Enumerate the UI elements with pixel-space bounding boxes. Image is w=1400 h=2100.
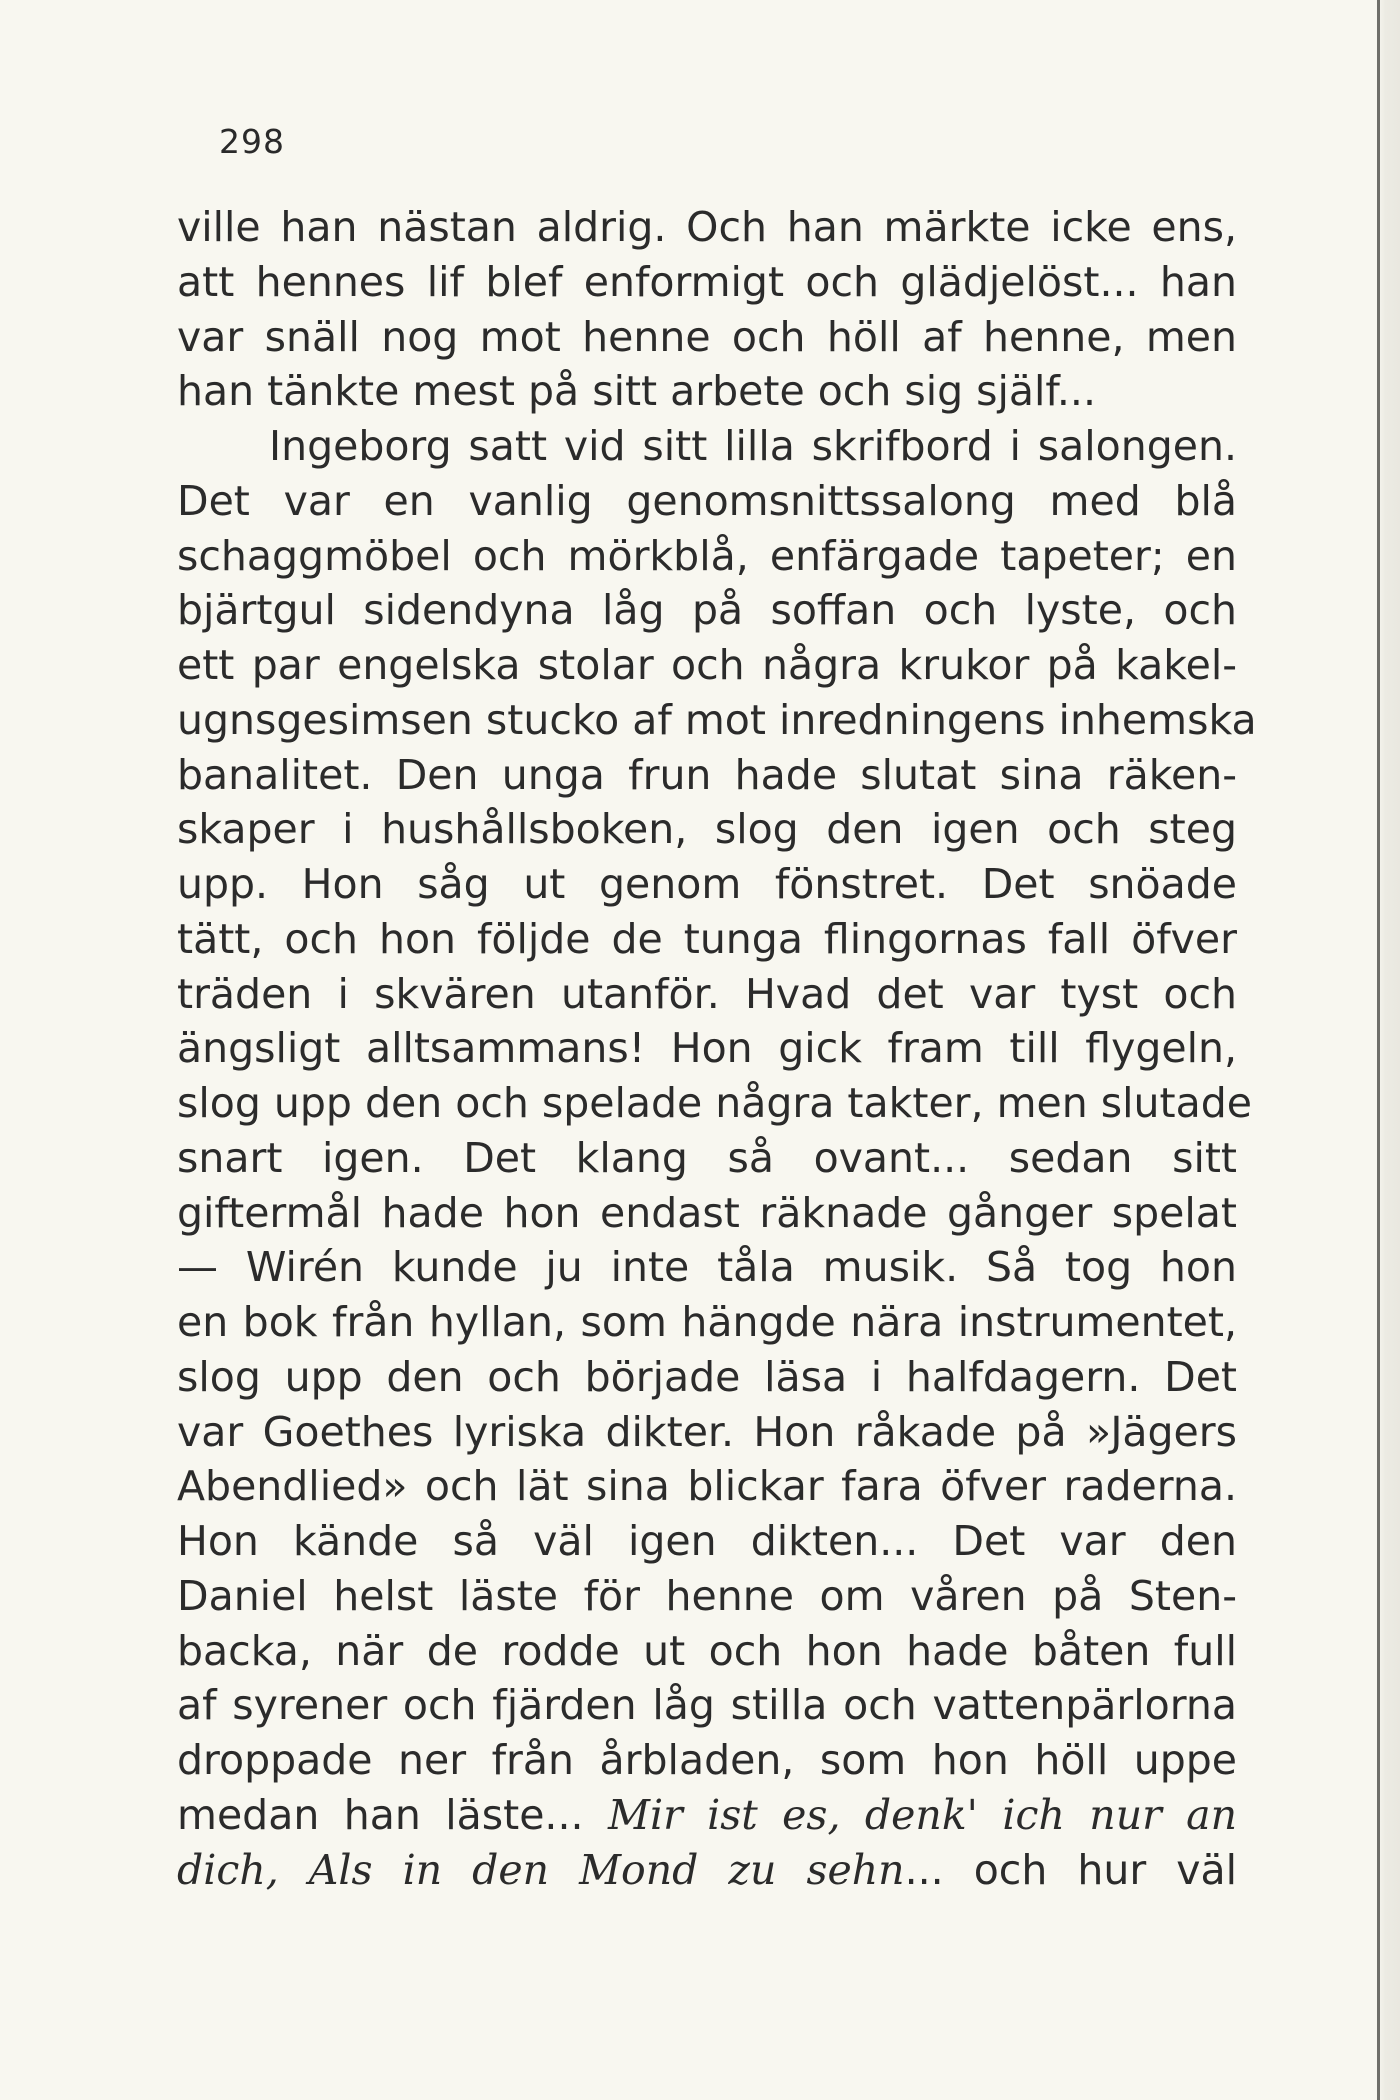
text-line: ville han nästan aldrig. Och han märkte icke ens, <box>177 203 1237 251</box>
text-line: var snäll nog mot henne och höll af henne, men <box>177 312 1237 361</box>
italic-quote: Mir ist es, denk' ich nur an <box>607 1790 1237 1839</box>
page-edge-line <box>1377 0 1380 2100</box>
text-line: banalitet. Den unga frun hade slutat sina räken- <box>177 750 1237 799</box>
text-line-mixed <box>177 1788 1237 1843</box>
text-line: var Goethes lyriska dikter. Hon råkade på »Jägers <box>177 1407 1237 1456</box>
text-line: ängsligt alltsammans! Hon gick fram till flygeln, <box>177 1024 1237 1073</box>
text-line: backa, när de rodde ut och hon hade båten full <box>177 1626 1237 1675</box>
text-line: att hennes lif blef enformigt och glädjelöst... han <box>177 257 1237 306</box>
text-span: ... och hur väl <box>904 1845 1238 1894</box>
text-line: bjärtgul sidendyna låg på soffan och lyste, och <box>177 586 1237 635</box>
text-line: en bok från hyllan, som hängde nära instrumentet, <box>177 1298 1237 1346</box>
text-span: medan han läste... <box>177 1790 584 1839</box>
text-line: af syrener och fjärden låg stilla och vattenpärlorna <box>177 1681 1237 1730</box>
text-line: schaggmöbel och mörkblå, enfärgade tapeter; en <box>177 531 1237 580</box>
text-line: han tänkte mest på sitt arbete och sig själf... <box>177 367 1096 416</box>
text-line: snart igen. Det klang så ovant... sedan sitt <box>177 1133 1237 1182</box>
text-line: skaper i hushållsboken, slog den igen och steg <box>177 805 1237 854</box>
text-line: träden i skvären utanför. Hvad det var tyst och <box>177 969 1237 1018</box>
text-line: droppade ner från årbladen, som hon höll uppe <box>177 1736 1237 1784</box>
text-line: slog upp den och spelade några takter, men slutade <box>177 1079 1252 1127</box>
text-line: Det var en vanlig genomsnittssalong med blå <box>177 476 1237 525</box>
page-number: 298 <box>219 122 285 161</box>
italic-quote: dich, Als in den Mond zu sehn <box>177 1845 905 1894</box>
text-line: Hon kände så väl igen dikten... Det var den <box>177 1517 1237 1565</box>
text-line-mixed <box>177 1843 1237 1898</box>
text-line: ett par engelska stolar och några krukor på kakel- <box>177 641 1237 689</box>
body-text <box>177 200 1257 1897</box>
text-line: — Wirén kunde ju inte tåla musik. Så tog hon <box>177 1243 1237 1292</box>
text-line: Daniel helst läste för henne om våren på Sten- <box>177 1571 1237 1620</box>
text-line: Abendlied» och lät sina blickar fara öfver raderna. <box>177 1462 1237 1511</box>
text-line: Ingeborg satt vid sitt lilla skrifbord i salongen. <box>269 422 1237 470</box>
text-line: tätt, och hon följde de tunga flingornas fall öfver <box>177 914 1237 963</box>
text-line: ugnsgesimsen stucko af mot inredningens inhemska <box>177 695 1257 744</box>
text-line: slog upp den och började läsa i halfdagern. Det <box>177 1352 1237 1401</box>
text-line: upp. Hon såg ut genom fönstret. Det snöade <box>177 860 1237 908</box>
text-line: giftermål hade hon endast räknade gånger spelat <box>177 1188 1237 1237</box>
